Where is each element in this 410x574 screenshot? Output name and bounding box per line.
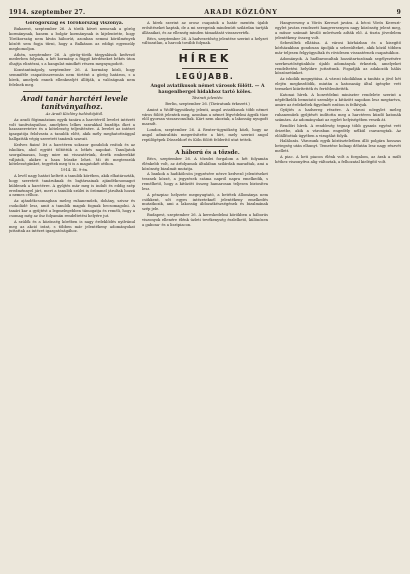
article-dateline: Berlin, szeptember 26. (Táviratunk érkezett.) [165,101,250,106]
news-item: Katonai hírek. A honvédelmi miniszter rendelete szerint a népfelkelők bemutató szemléje a kitűzött napokon lesz megtartva, amire az érdekeltek figyelmét ezúton is felhívjuk. [275,92,401,107]
newspaper-title: ARADI KÖZLÖNY [204,8,278,16]
article-paragraph: Bécs, szeptember 26. A tőzsdei forgalom a hét folyamán élénkebb volt, az árfolyamok általában szilárdak maradtak, ami a közönség bizalmát mutatja. [142,156,268,171]
article-paragraph: Az aradi főgimnázium egyik tanára a harctérről levelet intézett volt tanítványaihoz, amelyben lelkes szavakkal buzdítja őket a hazaszeretetre és a kötelesség teljesítésére. A levelet az intézet igazgatója felolvasta a tanulók előtt, akik mély meghatottsággal hallgatták végig szeretett tanáruk szavait. [9,117,135,142]
news-item: Az iskolák megnyitása. A városi iskolákban a tanítás a jövő hét elején megkezdődik, miután a katonaság által igénybe vett termeket kiürítették és fertőtlenítették. [275,77,401,91]
news-section-title [142,53,268,81]
article-paragraph: London, szeptember 26. A Reuter-ügynökség közli, hogy az angol admiralitás megerősítette a hírt, mely szerint angol repülőgépek Düsseldorf és Köln fölött felderítő utat tettek. [142,128,268,142]
article-paragraph: A hírek szerint az orosz csapatok a határ mentén újabb erősítéseket kaptak, de a mi seregeink mindenütt szilárdan tartják állásaikat, és az ellenség minden támadását visszaverték. [142,21,268,35]
section-title-hirek: HÍREK [178,52,232,66]
divider [23,91,121,92]
article-paragraph: A pénzpiac helyzete megnyugtató, a betétek állománya nem csökkent, sőt egyes intézeteknél jelentékeny emelkedés mutatkozik, ami a lakosság áldozatkészségének és bizalmának szép jele. [142,192,268,212]
column-2 [142,21,268,569]
article-paragraph: A bankok a hadikölcsön jegyzésére nézve kedvező jelentéseket tesznek közzé, a jegyzések száma napról napra emelkedik, s remélhető, hogy a kitűzött összeg hamarosan teljesen biztosítva lesz. [142,172,268,191]
article-columns [9,21,401,569]
news-item: Hangverseny a Vörös Kereszt javára. A bécsi Vörös Kereszt-egylet javára rendezett hangversenyen nagy közönség jelent meg, a műsor számait kiváló művészek adták elő. A tiszta jövedelem jelentékeny összeg volt. [275,21,401,40]
divider [182,146,228,147]
column-1 [9,21,135,569]
article-headline: Angol aviatikusok német városok fölött. — A haugenlbergei hidakhoz tartó köles. [150,84,265,95]
article-paragraph: Konstantinápoly, szeptember 26. A kormány közli, hogy semmiféle csapatösszevonás nem történt a görög határon, s a hírek, amelyek ennek ellenkezőjét állítják, a valóságnak nem felelnek meg. [9,68,135,87]
issue-date: 1914. szeptember 27. [9,9,86,16]
divider [182,49,228,50]
page-number: 9 [396,9,401,16]
column-3 [275,21,401,569]
article-paragraph: Kedves fiaim! Itt a harctéren sokszor gondolok reátok és az iskolára, ahol együtt töltöttük a békés napokat. Tanuljatok szorgalmasan, hogy mire mi visszatérünk, derék emberekké váljatok, akikre a haza büszke lehet. Mi itt megtesszük kötelességünket, tegyétek meg ti is a magatokét otthon. [9,143,135,167]
news-item: Sebesültek ellátása. A városi kórházban és a kisegítő kórházakban gondosan ápolják a sebesülteket, akik közül többen már teljesen felgyógyultak és rövidesen visszatérnek csapatukhoz. [275,41,401,56]
divider [182,68,228,69]
article-paragraph: Bukarest, szeptember 26. A török követ nemcsak a görög kormánynak, hanem a bolgár kormánynak is kijelentette, hogy Törökország nem kíván háborút, azonban semmi körülmények között sem fogja tűrni, hogy a Balkánon az eddigi egyensúly megbomoljon. [9,27,135,51]
article-paragraph: Az ajándékcsomagban meleg ruhaneműek, dohány, szivar és csokoládé lesz, amit a tanulók maguk fognak becsomagolni. A tanári kar a gyűjtést a legmelegebben támogatja és reméli, hogy a csomag még az ősz folyamán rendeltetési helyére jut. [9,199,135,218]
article-subheadline: Távirati jelentés: [191,96,224,101]
news-item: Rendőri hírek. A rendőrség tegnap több gyanús egyént vett őrizetbe, akik a városban engedély nélkül csavarogtak. Az előállítottak ügyében a vizsgálat folyik. [275,123,401,138]
news-item: Adományok. A hadbavonultak hozzátartozóinak segélyezésére szerkesztőségünkhöz újabb adományok érkeztek, amelyeket rendeltetési helyükre juttattunk. Fogadják az adakozók hálás köszönetünket. [275,56,401,76]
article-paragraph: Athén, szeptember 26. A görög-török tárgyalások kedvező mederben folynak, a két kormány a függő kérdéseket békés úton óhajtja elintézni, s a hangulat mindkét részen megnyugodott. [9,52,135,67]
article-headline: Aradi tanár harctéri levele tanítványaihoz. [21,93,128,111]
article-subheadline: Az Aradi Közlöny tudósítójától. [45,111,104,116]
article-paragraph: Bécs, szeptember 26. A hadvezetőség jelentése szerint a helyzet változatlan, a harcok tovább folynak. [142,36,268,46]
letter-signature: 1914. IX. 9-én. [60,168,89,173]
news-item: Gyűjtés a hadsereg részére. A városi nőegylet meleg ruhaneműek gyűjtését indította meg a harctéren küzdő katonák számára. Az adományokat az egylet helyiségében veszik át. [275,108,401,123]
article-paragraph: Budapest, szeptember 26. A kereskedelmi körökben a háborús viszonyok ellenére élénk üzleti tevékenység észlelhető, különösen a gabona- és a lisztpiacon. [142,213,268,227]
page-header [9,8,401,18]
article-headline: Görögország és Törökország viszonya. [25,21,124,26]
article-paragraph: Amint a Wolff-ügynökség jelenti, angol aviatikusok több német város fölött jelentek meg, azonban a német légvédelmi ágyúk tüze elől gyorsan visszavonultak. Kárt nem okoztak, a lakosság nyugodt maradt. [142,107,268,127]
news-item: A piac. A heti piacon élénk volt a forgalom, az árak a múlt héthez viszonyítva alig változtak, a felhozatal kielégítő volt. [275,154,401,164]
section-title-latest: LEGÚJABB. [175,72,235,82]
article-headline: A háború és a tőzsde. [175,149,240,156]
news-item: Halálozás. Városunk egyik köztiszteletben álló polgára hosszas betegség után elhunyt. Temetése holnap délután lesz nagy részvét mellett. [275,139,401,154]
article-paragraph: A szülők és a közönség körében is nagy érdeklődés nyilvánul meg az akció iránt, s többen már jelentékeny adományokat juttattak az intézet igazgatóságához. [9,219,135,234]
article-paragraph: A levél nagy hatást keltett a tanulók körében, akik elhatározták, hogy szeretett tanáruknak és bajtársainak ajándékcsomagot küldenek a harctérre. A gyűjtés már meg is indult és eddig szép eredménnyel járt, mert a tanulók szülei is örömmel járultak hozzá a nemes célhoz. [9,174,135,198]
